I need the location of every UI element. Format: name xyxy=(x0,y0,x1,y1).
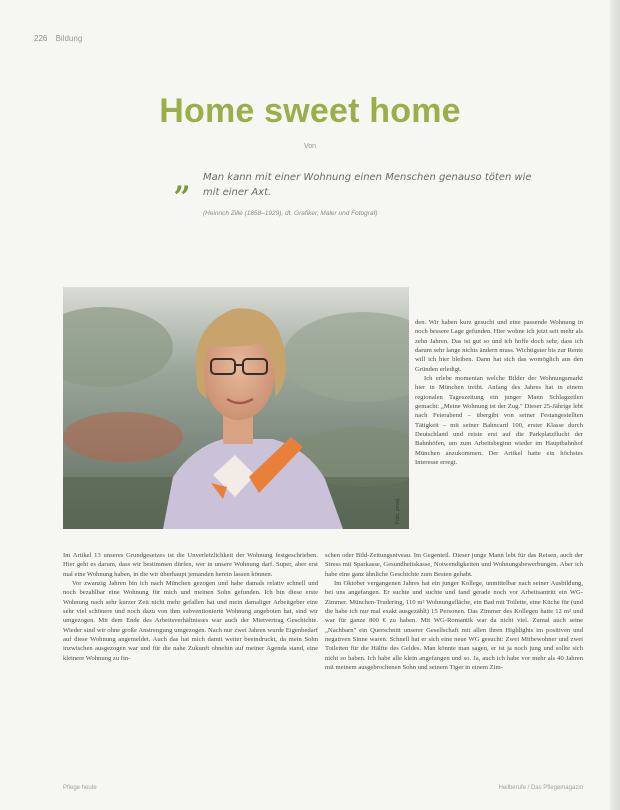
footer-right: Heilberufe / Das Pflegemagazin xyxy=(498,785,583,791)
photo-credit: Foto: privat xyxy=(395,499,401,525)
page-number: 226 xyxy=(34,34,48,43)
quote-mark-icon: „ xyxy=(174,163,192,198)
text-column-right-top xyxy=(415,318,583,468)
paragraph: Im Artikel 13 unseres Grundgesetzes ist die Unverletzlichkeit der Wohnung festgeschrieben. Hier geht es darum, dass wir bestimmen dürfen, wer in unsere Wohnung darf. Super, aber erst mal eine Wohnung haben, in die wir überhaupt jemanden herein lassen können. xyxy=(63,552,318,578)
paragraph: Ich erlebe momentan welche Bilder der Wohnungsmarkt hier in München treibt. Anfang des Jahres hat in einem regionalen Tageszeitung ein junger Mann Schlagzeilen gemacht: „Meine Wohnung ist der Zug." Dieser 25-Jährige lebt nach Feierabend – übergibt von seiner Festangestellten Tätigkeit – mit seiner Bahncard 100, erster Klasse durch Deutschland und reiste erst auf die Parkplatzflucht der Bahnhöfen, um zum Arbeitsbeginn wieder im Hauptbahnhof München anzukommen. Der Artikel hatte ein höchstes Interesse erregt. xyxy=(415,375,583,467)
author-photo xyxy=(63,287,409,529)
article-title: Home sweet home xyxy=(159,92,461,130)
section-label: Bildung xyxy=(55,34,83,43)
quote-source: (Heinrich Zille (1858–1929), dt. Grafiker, Maler und Fotograf) xyxy=(203,210,378,217)
footer-left: Pflege heute xyxy=(63,785,97,791)
paragraph: Im Oktober vergangenen Jahres hat ein junger Kollege, unmittelbar nach seiner Ausbildung, bei uns angefangen. Er suchte und suchte und fand gerade noch vor Arbeitsantritt ein WG-Zimmer. München-Trudering, 110 m² Wohnungsfläche, ein Bad mit Toilette, eine Küche für (und die habe ich nur mal exakt ausgezählt) 15 Personen. Das Zimmer des Kollegen hatte 12 m² und war für ganze 800 € zu haben. Mit WG-Romantik war da nicht viel. Zumal auch seine „Nachbarn" ein Querschnitt unserer Gesellschaft mit allen ihren Highlights im positiven und negativen Sinne waren. Schnell hat er sich eine neue WG gesucht: Zwei Mitbewohner und zwei Toiletten für die Hälfte des Geldes. Man könnte man sagen, er ist ja noch jung und sollte sich nicht so haben. Ich habe alle klein angefangen und so. Ja, auch ich habe vor mehr als 40 Jahren mit meinem ausgebrochenen Sohn und seinem Tiger in einem Zim- xyxy=(325,580,583,672)
paragraph: den. Wir haben kurz gesucht und eine passende Wohnung in noch bessere Lage gefunden. Hier wohne ich jetzt seit mehr als zehn Jahren. Das ist gut so und ich hoffe doch sehr, dass ich darum sehr lange nichts ändern muss. Wichtigster bis zur Rente will ich hier bleiben. Dann hat sich das womöglich aus den Gründen erledigt. xyxy=(415,319,583,373)
page-header xyxy=(34,34,82,43)
paragraph: schen oder Bild-Zeitungsniveau. Im Gegenteil. Dieser junge Mann lebt für das Reisen, auch der Stress mit Sparkasse, Gesundheitskasse, Notwendigkeiten und Wohnungsbewerbungen. Aber ich habe eine ganz ähnliche Geschichte zum Besten gehabt. xyxy=(325,552,583,578)
text-column-right-bottom xyxy=(325,551,583,672)
page-gutter xyxy=(610,0,620,810)
paragraph: Vor zwanzig Jahren bin ich nach München gezogen und habe damals relativ schnell und noch bezahlbar eine Wohnung für mich und meinen Sohn gefunden. Ich bin diese erste Wohnung nach sehr kurzer Zeit nicht mehr gefallen hat und mein damaliger Arbeitgeber eine sehr viel schönere und noch dazu von ihm subventionierte Wohnung angeboten hat, sind wir umgezogen. Mit dem Ende des Arbeitsverhältnisses war auch der Mietvertrag Geschichte. Wieder sind wir ohne große Anstrengung umgezogen. Nach nur zwei Jahren wurde Eigenbedarf auf diese Wohnung angemeldet. Auch das hat mich damit weiter beeindruckt, da mein Sohn inzwischen ausgezogen war und für die nahe Zukunft ohnehin auf meiner Agenda stand, eine kleinere Wohnung zu fin- xyxy=(63,580,318,662)
text-column-left-bottom xyxy=(63,551,318,663)
pull-quote: Man kann mit einer Wohnung einen Menschen genauso töten wie mit einer Axt. xyxy=(203,172,532,198)
article-byline: Von xyxy=(303,143,317,150)
